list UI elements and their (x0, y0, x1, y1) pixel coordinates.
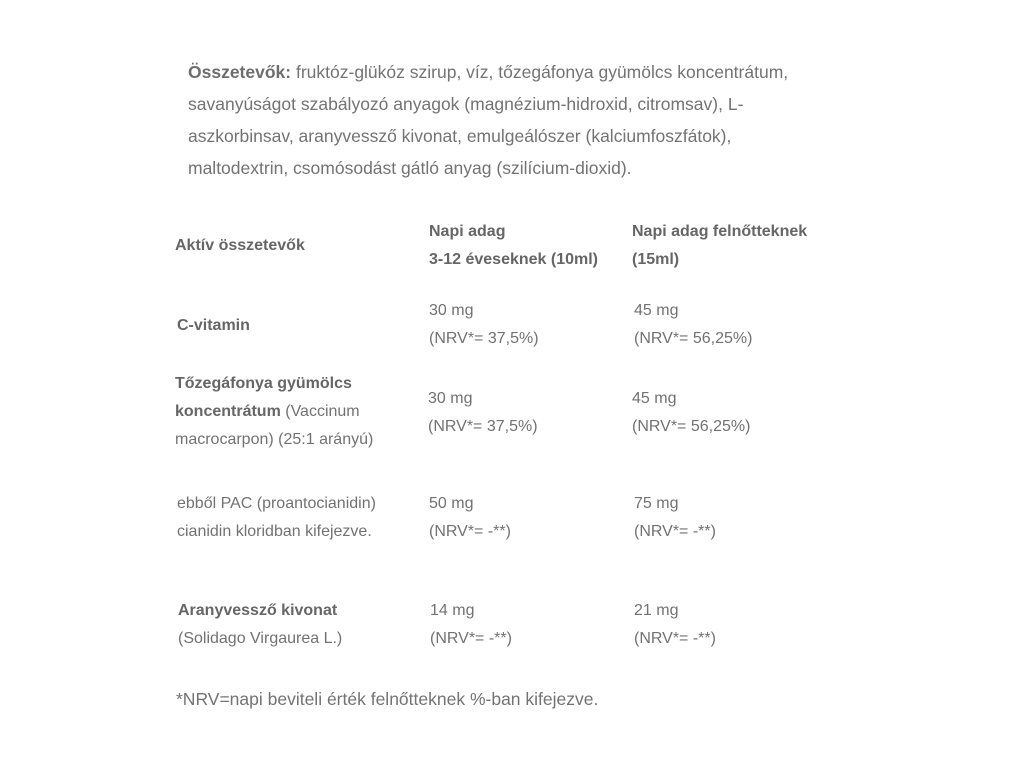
row-cranberry-name (175, 370, 373, 454)
row-pac-name (177, 490, 376, 546)
ingredients-paragraph (188, 56, 848, 184)
cranberry-name-rest-2: (Vaccinum (280, 403, 360, 420)
child-nrv: (NRV*= -**) (429, 523, 511, 540)
header-active-ingredients: Aktív összetevők (175, 237, 305, 254)
child-amount: 50 mg (429, 495, 474, 512)
child-nrv: (NRV*= 37,5%) (429, 330, 539, 347)
ingredients-line-4: maltodextrin, csomósodást gátló anyag (szilícium-dioxid). (188, 158, 632, 178)
adult-nrv: (NRV*= -**) (634, 523, 716, 540)
row-vitamin-c-adult (634, 297, 752, 353)
header-child-line-1: Napi adag (429, 223, 506, 240)
ingredients-line-1 (188, 56, 848, 88)
row-cranberry-adult (632, 385, 750, 441)
nrv-footnote: *NRV=napi beviteli érték felnőtteknek %-ban kifejezve. (176, 689, 599, 709)
row-vitamin-c-name: C-vitamin (177, 317, 250, 334)
row-pac-adult (634, 490, 716, 546)
row-cranberry-child (428, 385, 538, 441)
row-pac-child (429, 490, 511, 546)
header-adult-dose (632, 218, 807, 274)
pac-name-line-1: ebből PAC (proantocianidin) (177, 495, 376, 512)
ingredients-line-2: savanyúságot szabályozó anyagok (magnézium-hidroxid, citromsav), L- (188, 94, 744, 114)
ingredients-line-3: aszkorbinsav, aranyvessző kivonat, emulgeálószer (kalciumfoszfátok), (188, 126, 732, 146)
adult-amount: 21 mg (634, 602, 679, 619)
header-adult-line-2: (15ml) (632, 251, 680, 268)
child-amount: 14 mg (430, 602, 475, 619)
ingredients-text-1: fruktóz-glükóz szirup, víz, tőzegáfonya gyümölcs koncentrátum, (291, 62, 789, 82)
adult-amount: 45 mg (632, 390, 677, 407)
goldenrod-name-line-2: (Solidago Virgaurea L.) (178, 630, 343, 647)
child-nrv: (NRV*= -**) (430, 630, 512, 647)
ingredients-label: Összetevők: (188, 62, 292, 82)
child-amount: 30 mg (428, 390, 473, 407)
child-nrv: (NRV*= 37,5%) (428, 418, 538, 435)
cranberry-name-line-1: Tőzegáfonya gyümölcs (175, 375, 352, 392)
cranberry-name-line-2 (175, 398, 373, 426)
row-goldenrod-name (178, 597, 342, 653)
adult-nrv: (NRV*= 56,25%) (632, 418, 751, 435)
cranberry-name-line-3: macrocarpon) (25:1 arányú) (175, 431, 374, 448)
header-child-line-2: 3-12 éveseknek (10ml) (429, 251, 598, 268)
adult-nrv: (NRV*= -**) (634, 630, 716, 647)
header-child-dose (429, 218, 598, 274)
adult-nrv: (NRV*= 56,25%) (634, 330, 753, 347)
child-amount: 30 mg (429, 302, 474, 319)
cranberry-name-bold-2: koncentrátum (175, 403, 281, 420)
goldenrod-name-line-1: Aranyvessző kivonat (178, 602, 338, 619)
row-vitamin-c-child (429, 297, 539, 353)
row-goldenrod-adult (634, 597, 716, 653)
row-goldenrod-child (430, 597, 512, 653)
header-adult-line-1: Napi adag felnőtteknek (632, 223, 808, 240)
adult-amount: 75 mg (634, 495, 679, 512)
pac-name-line-2: cianidin kloridban kifejezve. (177, 523, 372, 540)
adult-amount: 45 mg (634, 302, 679, 319)
